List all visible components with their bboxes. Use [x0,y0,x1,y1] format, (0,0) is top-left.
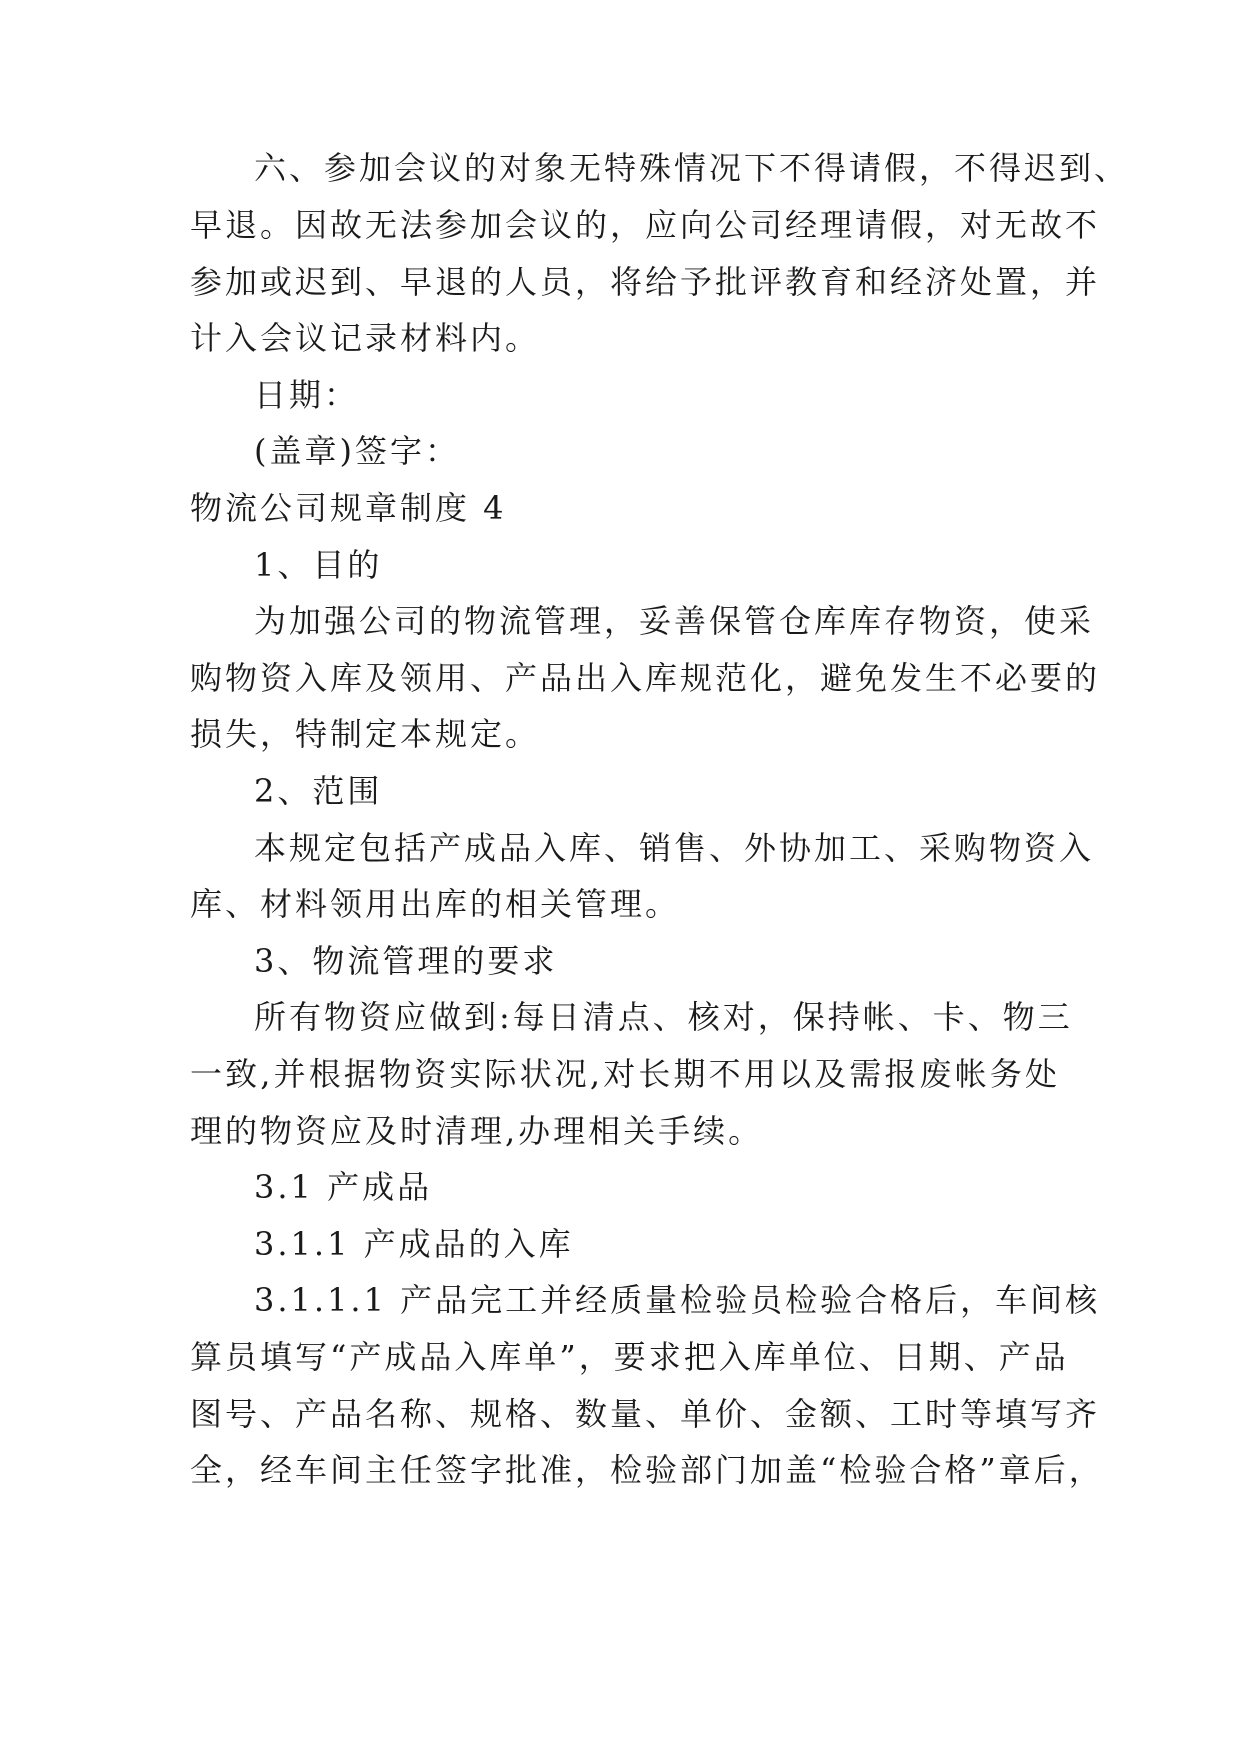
paragraph-line: 参加或迟到、早退的人员，将给予批评教育和经济处置，并 [190,263,1101,301]
heading-requirements: 3、物流管理的要求 [254,942,558,980]
heading-finished-products-inbound: 3.1.1 产成品的入库 [254,1225,574,1263]
paragraph-line: 理的物资应及时清理,办理相关手续。 [190,1112,764,1150]
paragraph-line: 购物资入库及领用、产品出入库规范化，避免发生不必要的 [190,659,1101,697]
paragraph-line: 六、参加会议的对象无特殊情况下不得请假，不得迟到、 [254,149,1130,187]
paragraph-line: 3.1.1.1 产品完工并经质量检验员检验合格后，车间核 [254,1281,1101,1319]
heading-finished-products: 3.1 产成品 [254,1168,433,1206]
paragraph-line: 本规定包括产成品入库、销售、外协加工、采购物资入 [254,829,1095,867]
paragraph-line: 所有物资应做到:每日清点、核对，保持帐、卡、物三 [254,998,1073,1036]
paragraph-line: 全，经车间主任签字批准，检验部门加盖“检验合格”章后， [190,1451,1104,1489]
date-label: 日期： [254,376,360,414]
paragraph-line: 图号、产品名称、规格、数量、单价、金额、工时等填写齐 [190,1395,1101,1433]
paragraph-line: 计入会议记录材料内。 [190,319,541,357]
paragraph-line: 为加强公司的物流管理，妥善保管仓库库存物资，使采 [254,602,1095,640]
signature-label: (盖章)签字： [254,432,460,470]
paragraph-line: 损失，特制定本规定。 [190,715,541,753]
paragraph-line: 一致,并根据物资实际状况,对长期不用以及需报废帐务处 [190,1055,1060,1093]
paragraph-line: 库、材料领用出库的相关管理。 [190,885,681,923]
heading-purpose: 1、目的 [254,546,383,584]
section-title: 物流公司规章制度 4 [190,489,507,527]
heading-scope: 2、范围 [254,772,383,810]
paragraph-line: 算员填写“产成品入库单”，要求把入库单位、日期、产品 [190,1338,1069,1376]
paragraph-line: 早退。因故无法参加会议的，应向公司经理请假，对无故不 [190,206,1101,244]
